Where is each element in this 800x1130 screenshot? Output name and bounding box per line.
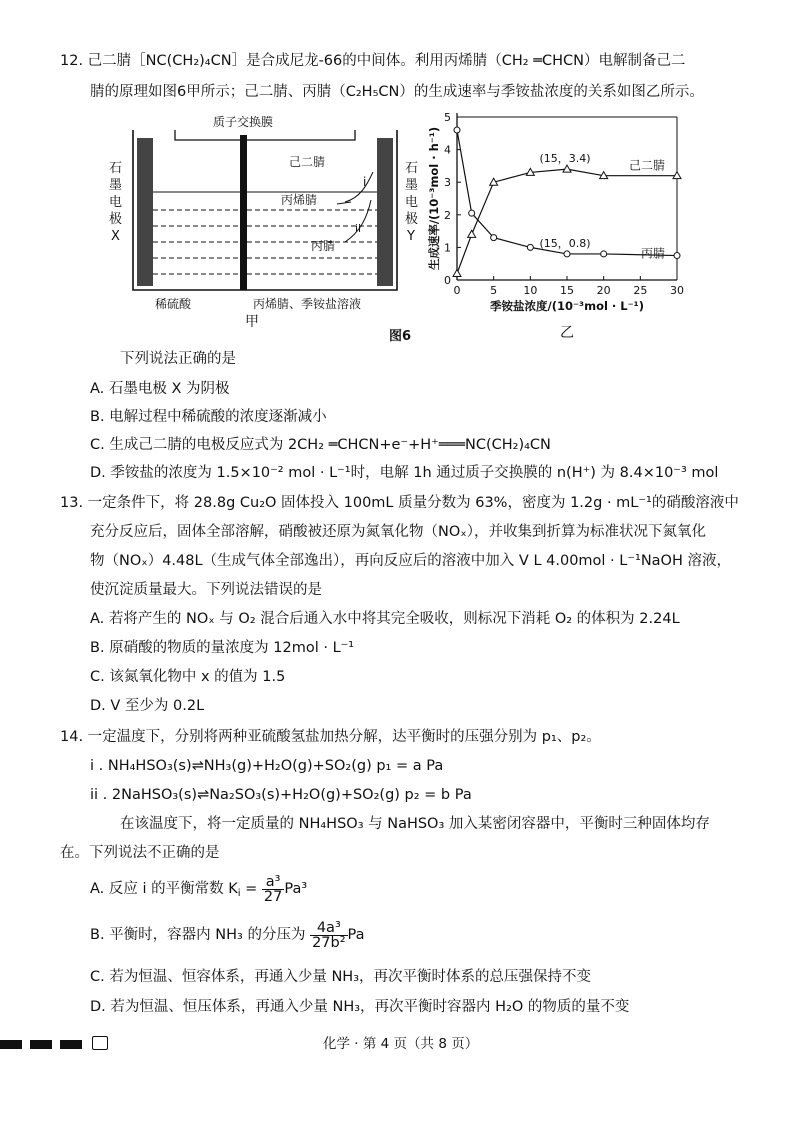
- figure-jia-caption: 甲: [245, 314, 259, 330]
- q14-option-a-fraction: [262, 875, 284, 904]
- electrode-y-char-4: 极: [405, 212, 419, 227]
- electrode-y: [377, 138, 393, 286]
- figure-yi-caption: 乙: [560, 325, 574, 341]
- y-tick-label: 0: [444, 274, 451, 287]
- q14-text1: 在该温度下，将一定质量的 NH₄HSO₃ 与 NaHSO₃ 加入某密闭容器中，平衡时三种固体均存: [120, 816, 710, 832]
- q14-option-d: D. 若为恒温、恒压体系，再通入少量 NH₃，再次平衡时容器内 H₂O 的物质的量不变: [90, 999, 630, 1015]
- footer-box: [92, 1036, 108, 1050]
- y-tick-label: 3: [444, 176, 451, 190]
- q13-line1: 13. 一定条件下，将 28.8g Cu₂O 固体投入 100mL 质量分数为 63%，密度为 1.2g · mL⁻¹的硝酸溶液中: [60, 495, 739, 511]
- footer-mark-1: [0, 1040, 22, 1049]
- electrode-y-char-3: 电: [405, 195, 419, 210]
- x-tick-label: 10: [523, 284, 538, 297]
- q13-line2: 充分反应后，固体全部溶解，硝酸被还原为氮氧化物（NOₓ），并收集到折算为标准状况下氮氧化: [90, 524, 706, 540]
- label-ii: ii: [355, 222, 362, 235]
- electrode-y-char-5: Y: [407, 229, 415, 244]
- y-tick-label: 5: [444, 111, 451, 124]
- left-solution-label: 稀硫酸: [155, 297, 192, 311]
- data-point-adiponitrile: [453, 269, 461, 276]
- electrode-x-char-3: 电: [109, 195, 123, 210]
- x-tick-label: 15: [560, 284, 574, 297]
- y-axis-label: 生成速率/(10⁻³mol · h⁻¹): [427, 126, 441, 271]
- q14-option-a-den: 27: [263, 888, 283, 905]
- right-solution-label: 丙烯腈、季铵盐溶液: [253, 297, 362, 311]
- q14-option-a-num: a³: [262, 875, 284, 890]
- data-point-propionitrile: [674, 253, 680, 259]
- figure-yi-chart: [425, 105, 705, 345]
- q13-option-a: A. 若将产生的 NOₓ 与 O₂ 混合后通入水中将其完全吸收，则标况下消耗 O₂ 的体积为 2.24L: [90, 611, 680, 627]
- q14-option-a-unit: Pa³: [284, 881, 308, 897]
- q13-option-d: D. V 至少为 0.2L: [90, 698, 205, 714]
- q13-option-b: B. 原硝酸的物质的量浓度为 12mol · L⁻¹: [90, 640, 355, 656]
- x-tick-label: 0: [453, 284, 461, 297]
- q14-text2: 在。下列说法不正确的是: [60, 845, 220, 861]
- x-tick-label: 25: [633, 284, 648, 297]
- data-point-propionitrile: [601, 251, 607, 257]
- q12-option-c: C. 生成己二腈的电极反应式为 2CH₂ ═CHCN+e⁻+H⁺═══NC(CH₂)₄CN: [90, 437, 551, 453]
- figure-jia: [105, 110, 425, 330]
- x-tick-label: 20: [596, 284, 611, 297]
- q14-option-c: C. 若为恒温、恒容体系，再通入少量 NH₃，再次平衡时体系的总压强保持不变: [90, 969, 592, 985]
- electrode-x: [137, 138, 153, 286]
- electrode-x-char-4: 极: [109, 212, 123, 227]
- q14-option-a-text: A. 反应 i 的平衡常数 K: [90, 881, 238, 897]
- q14-line1: 14. 一定温度下，分别将两种亚硫酸氢盐加热分解，达平衡时的压强分别为 p₁、p₂。: [60, 729, 601, 745]
- data-point-propionitrile: [469, 210, 475, 216]
- electrode-x-char-5: X: [111, 229, 120, 244]
- electrode-y-char-2: 墨: [405, 178, 419, 193]
- y-tick-label: 2: [444, 208, 451, 222]
- data-point-propionitrile: [564, 251, 570, 257]
- q12-option-b: B. 电解过程中稀硫酸的浓度逐渐减小: [90, 409, 327, 425]
- data-point-adiponitrile: [468, 230, 476, 237]
- q12-line1: 12. 己二腈［NC(CH₂)₄CN］是合成尼龙-66的中间体。利用丙烯腈（CH₂ ═CHCN）电解制备己二: [60, 53, 686, 69]
- q12-stem: 下列说法正确的是: [120, 351, 236, 367]
- label-propionitrile: 丙腈: [311, 239, 336, 253]
- electrode-x-char-1: 石: [109, 161, 123, 176]
- y-tick-label: 1: [444, 241, 451, 255]
- footer-mark-3: [60, 1040, 82, 1049]
- proton-exchange-membrane: [240, 135, 247, 290]
- x-tick-label: 5: [490, 284, 498, 297]
- q12-option-a: A. 石墨电极 X 为阴极: [90, 381, 230, 397]
- page-footer: 化学 · 第 4 页（共 8 页）: [323, 1036, 479, 1052]
- q14-option-b-num: 4a³: [310, 921, 347, 936]
- figure-caption: 图6: [389, 329, 412, 344]
- q14-option-a-sub: i: [237, 888, 241, 899]
- electrode-x-char-2: 墨: [109, 178, 123, 193]
- q14-eq2: ii . 2NaHSO₃(s)⇌Na₂SO₃(s)+H₂O(g)+SO₂(g) p₂ = b Pa: [90, 787, 472, 803]
- x-tick-label: 30: [670, 284, 684, 297]
- q13-line3: 物（NOₓ）4.48L（生成气体全部逸出），再向反应后的溶液中加入 V L 4.00mol · L⁻¹NaOH 溶液，: [90, 553, 731, 569]
- membrane-label: 质子交换膜: [213, 115, 274, 129]
- q12-line2: 腈的原理如图6甲所示；己二腈、丙腈（C₂H₅CN）的生成速率与季铵盐浓度的关系如图乙所示。: [90, 84, 704, 100]
- series-label: 己二腈: [628, 158, 665, 173]
- q14-option-a: A. 反应 i 的平衡常数 $K_i$ = $\frac{\text{a³}}{27}$ Pa³: [90, 873, 308, 905]
- annotation-label: (15，3.4): [539, 152, 591, 166]
- label-adiponitrile: 己二腈: [289, 155, 326, 169]
- q13-line4: 使沉淀质量最大。下列说法错误的是: [90, 582, 322, 598]
- q14-eq1: i . NH₄HSO₃(s)⇌NH₃(g)+H₂O(g)+SO₂(g) p₁ = a Pa: [90, 758, 444, 774]
- x-axis-label: 季铵盐浓度/(10⁻³mol · L⁻¹): [490, 299, 644, 313]
- label-i: i: [363, 175, 367, 189]
- q12-option-d: D. 季铵盐的浓度为 1.5×10⁻² mol · L⁻¹时，电解 1h 通过质子交换膜的 n(H⁺) 为 8.4×10⁻³ mol: [90, 465, 719, 481]
- data-point-propionitrile: [454, 127, 460, 133]
- series-label: 丙腈: [640, 246, 665, 261]
- q14-option-b-unit: Pa: [347, 927, 365, 943]
- annotation-label: (15，0.8): [539, 236, 591, 250]
- data-point-propionitrile: [491, 235, 497, 241]
- q14-option-b: [90, 920, 365, 950]
- electrode-y-char-1: 石: [405, 161, 419, 176]
- footer-mark-2: [30, 1040, 52, 1049]
- q14-option-b-fraction: [310, 921, 347, 950]
- q14-option-b-text: B. 平衡时，容器内 NH₃ 的分压为: [90, 927, 306, 943]
- q13-option-c: C. 该氮氧化物中 x 的值为 1.5: [90, 669, 286, 685]
- y-tick-label: 4: [444, 143, 451, 157]
- data-point-propionitrile: [527, 244, 533, 250]
- label-acrylonitrile: 丙烯腈: [281, 193, 318, 207]
- data-point-adiponitrile: [563, 165, 571, 172]
- q14-option-b-den: 27b²: [312, 934, 346, 951]
